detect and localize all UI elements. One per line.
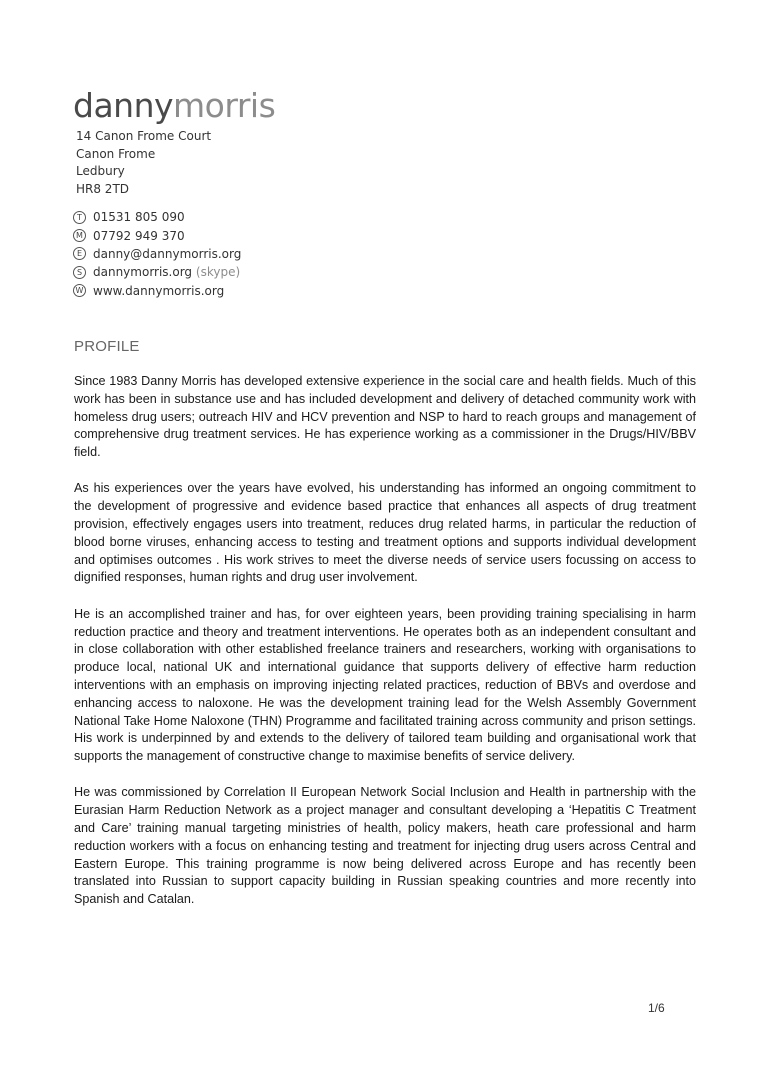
skype-note: (skype) [195,265,241,280]
address-line: Ledbury [76,164,125,178]
mobile-number: 07792 949 370 [93,228,185,243]
contact-list [73,208,241,300]
skype-icon: S [73,266,86,279]
logo-first-name: danny [73,86,174,125]
profile-paragraph: He was commissioned by Correlation II European Network Social Inclusion and Health in partnership with the Eurasian Harm Reduction Network as a project manager and consultant developing a ‘Hepatitis C Treatment and Care’ training manual targeting ministries of health, policy makers, heath care professional and harm reduction workers with a focus on enhancing testing and treatment for injecting drug users across Central and Eastern Europe. This training programme is now being delivered across Europe and has recently been translated into Russian to support capacity building in Russian speaking countries and more recently into Spanish and Catalan. [74,785,696,907]
address-line: 14 Canon Frome Court [76,129,212,143]
contact-web[interactable] [73,282,241,300]
telephone-icon: T [73,211,86,224]
name-logo [73,86,275,126]
web-icon: W [73,284,86,297]
postal-address [76,128,211,198]
email-link[interactable]: danny@dannymorris.org [93,246,242,261]
skype-handle: dannymorris.org [93,265,193,280]
contact-skype [73,263,241,281]
profile-paragraph: As his experiences over the years have evolved, his understanding has informed an ongoing commitment to the development of progressive and evidence based practice that enhances all aspects of drug treatment provision, effectively engages users into treatment, reduces drug related harms, in particular the reduction of blood borne viruses, enhancing access to testing and treatment options and supports individual development and optimises outcomes . His work strives to meet the diverse needs of service users focussing on access to dignified responses, human rights and drug user involvement. [74,481,696,585]
page-number: 1/6 [648,1001,665,1015]
logo-last-name: morris [173,86,276,125]
address-line: HR8 2TD [76,181,130,196]
profile-body [74,373,696,928]
email-icon: E [73,247,86,260]
profile-paragraph: Since 1983 Danny Morris has developed extensive experience in the social care and health fields. Much of this work has been in substance use and has included development and delivery of detached community work with homeless drug users; outreach HIV and HCV prevention and NSP to hard to reach groups and management of comprehensive drug treatment services. He has experience working as a commissioner in the Drugs/HIV/BBV field. [74,374,696,460]
website-link[interactable]: www.dannymorris.org [93,283,225,298]
telephone-number: 01531 805 090 [93,210,185,225]
contact-telephone [73,208,241,226]
profile-paragraph: He is an accomplished trainer and has, for over eighteen years, been providing training specialising in harm reduction practice and theory and treatment interventions. He operates both as an independent consultant and in close collaboration with other established freelance trainers and researchers, working with organisations to produce local, national UK and international guidance that supports delivery of effective harm reduction interventions with an emphasis on improving injecting related practices, reduction of BBVs and overdose and enhancing access to naloxone. He was the development training lead for the Welsh Assembly Government National Take Home Naloxone (THN) Programme and facilitated training across community and prison settings. His work is underpinned by and extends to the delivery of tailored team building and organisational work that supports the management of constructive change to maximise benefits of service delivery. [74,606,696,764]
contact-email[interactable] [73,245,241,263]
mobile-icon: M [73,229,86,242]
contact-mobile [73,226,241,244]
address-line: Canon Frome [76,146,156,161]
profile-heading: PROFILE [74,338,140,355]
